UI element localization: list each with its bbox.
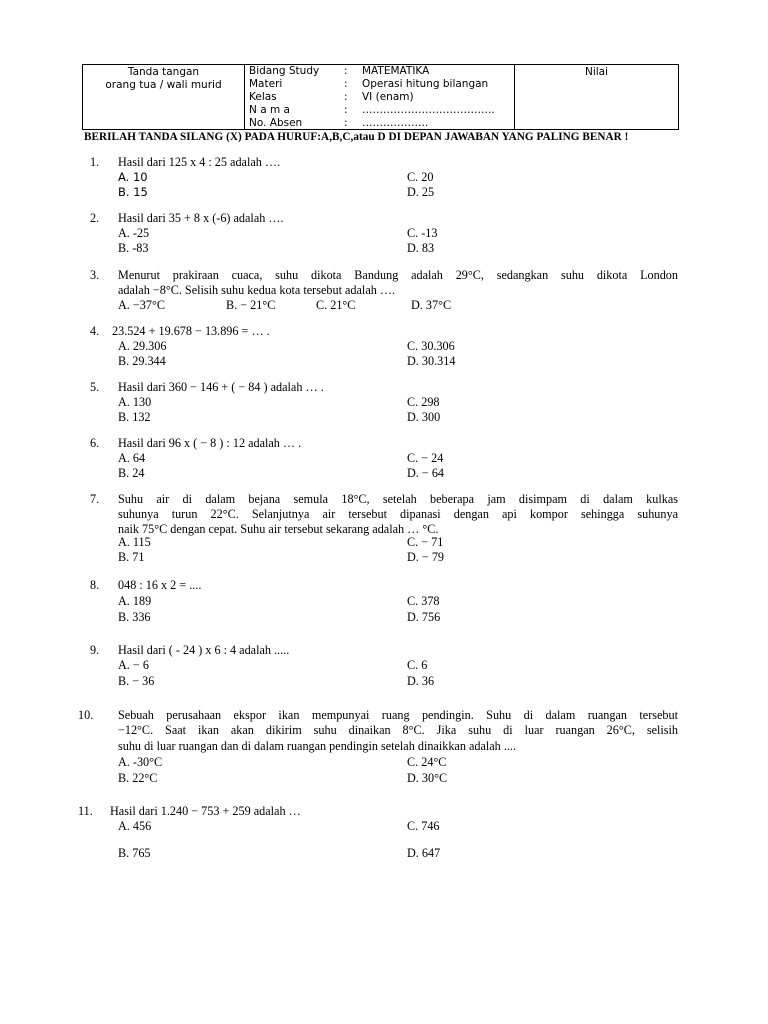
question-number: 5. bbox=[90, 380, 100, 394]
instruction-text: BERILAH TANDA SILANG (X) PADA HURUF:A,B,C,atau D DI DEPAN JAWABAN YANG PALING BENAR ! bbox=[84, 131, 629, 143]
option-c[interactable]: C. 6 bbox=[407, 658, 428, 672]
option-b[interactable]: B. 132 bbox=[118, 410, 151, 424]
option-d[interactable]: D. 300 bbox=[407, 410, 441, 424]
question-number: 11. bbox=[78, 804, 93, 818]
option-a[interactable]: A. 456 bbox=[118, 819, 152, 833]
question-text: Suhu air di dalam bejana semula 18°C, setelah beberapa jam disimpam di dalam kulkas bbox=[118, 492, 678, 506]
question-number: 1. bbox=[90, 155, 100, 169]
question-text: Hasil dari 125 x 4 : 25 adalah …. bbox=[118, 155, 281, 169]
option-c[interactable]: C. -13 bbox=[407, 226, 438, 240]
option-a[interactable]: A. 29.306 bbox=[118, 339, 167, 353]
question-text: suhunya turun 22°C. Selanjutnya air tersebut dipanasi dengan api kompor sehingga suhunya bbox=[118, 507, 678, 521]
option-a[interactable]: A. −37°C bbox=[118, 298, 165, 312]
option-d[interactable]: D. 83 bbox=[407, 241, 435, 255]
option-b[interactable]: B. 22°C bbox=[118, 771, 158, 785]
question-number: 6. bbox=[90, 436, 100, 450]
option-a[interactable]: A. 10 bbox=[118, 170, 148, 184]
option-b[interactable]: B. 71 bbox=[118, 550, 145, 564]
question-text: Hasil dari 96 x ( − 8 ) : 12 adalah … . bbox=[118, 436, 302, 450]
question-text: Hasil dari 1.240 − 753 + 259 adalah … bbox=[110, 804, 301, 818]
question-text: Hasil dari 360 − 146 + ( − 84 ) adalah … . bbox=[118, 380, 324, 394]
question-number: 3. bbox=[90, 268, 100, 282]
option-b[interactable]: B. 765 bbox=[118, 846, 151, 860]
option-b[interactable]: B. − 36 bbox=[118, 674, 155, 688]
option-d[interactable]: D. 647 bbox=[407, 846, 441, 860]
question-text: 048 : 16 x 2 = .... bbox=[118, 578, 202, 592]
question-text: Sebuah perusahaan ekspor ikan mempunyai ruang pendingin. Suhu di dalam ruangan tersebut bbox=[118, 708, 678, 722]
option-a[interactable]: A. 115 bbox=[118, 535, 151, 549]
option-b[interactable]: B. − 21°C bbox=[226, 298, 276, 312]
option-a[interactable]: A. -25 bbox=[118, 226, 150, 240]
score-label: Nilai bbox=[584, 66, 609, 78]
option-a[interactable]: A. -30°C bbox=[118, 755, 163, 769]
question-number: 8. bbox=[90, 578, 100, 592]
score-cell bbox=[515, 65, 678, 130]
option-a[interactable]: A. − 6 bbox=[118, 658, 149, 672]
question-number: 2. bbox=[90, 211, 100, 225]
option-d[interactable]: D. − 79 bbox=[407, 550, 445, 564]
option-c[interactable]: C. − 24 bbox=[407, 451, 444, 465]
signature-sublabel: orang tua / wali murid bbox=[105, 79, 222, 91]
question-number: 4. bbox=[90, 324, 100, 338]
option-c[interactable]: C. 378 bbox=[407, 594, 440, 608]
question-text: Menurut prakiraan cuaca, suhu dikota Bandung adalah 29°C, sedangkan suhu dikota London bbox=[118, 268, 678, 282]
question-text: adalah −8°C. Selisih suhu kedua kota tersebut adalah …. bbox=[118, 283, 396, 297]
question-text: 23.524 + 19.678 − 13.896 = … . bbox=[112, 324, 270, 338]
question-text: −12°C. Saat ikan akan dikirim suhu dinaikan 8°C. Jika suhu di luar ruangan 26°C, selisih bbox=[118, 723, 678, 737]
option-d[interactable]: D. 756 bbox=[407, 610, 441, 624]
question-number: 7. bbox=[90, 492, 100, 506]
option-d[interactable]: D. 30.314 bbox=[407, 354, 456, 368]
question-text: naik 75°C dengan cepat. Suhu air tersebut sekarang adalah … °C. bbox=[118, 522, 439, 536]
option-b[interactable]: B. -83 bbox=[118, 241, 149, 255]
option-c[interactable]: C. 21°C bbox=[316, 298, 356, 312]
header-table bbox=[82, 64, 679, 130]
option-b[interactable]: B. 15 bbox=[118, 185, 148, 199]
question-number: 9. bbox=[90, 643, 100, 657]
option-c[interactable]: C. 24°C bbox=[407, 755, 447, 769]
option-b[interactable]: B. 336 bbox=[118, 610, 151, 624]
option-d[interactable]: D. − 64 bbox=[407, 466, 445, 480]
option-a[interactable]: A. 189 bbox=[118, 594, 152, 608]
option-c[interactable]: C. 746 bbox=[407, 819, 440, 833]
option-a[interactable]: A. 64 bbox=[118, 451, 146, 465]
signature-cell bbox=[83, 65, 245, 129]
option-d[interactable]: D. 25 bbox=[407, 185, 435, 199]
option-c[interactable]: C. 20 bbox=[407, 170, 434, 184]
option-d[interactable]: D. 30°C bbox=[407, 771, 448, 785]
question-text: Hasil dari ( - 24 ) x 6 : 4 adalah ..... bbox=[118, 643, 290, 657]
option-b[interactable]: B. 29.344 bbox=[118, 354, 166, 368]
question-text: Hasil dari 35 + 8 x (-6) adalah …. bbox=[118, 211, 284, 225]
option-d[interactable]: D. 37°C bbox=[411, 298, 452, 312]
identity-cell: Bidang Study : MATEMATIKA Materi : Operasi hitung bilangan Kelas : VI (enam) N a m a : ……………………………….. No. Absen : ………………. bbox=[245, 65, 515, 129]
option-b[interactable]: B. 24 bbox=[118, 466, 145, 480]
question-number: 10. bbox=[78, 708, 94, 722]
question-text: suhu di luar ruangan dan di dalam ruangan pendingin setelah dinaikkan adalah .... bbox=[118, 739, 517, 753]
option-c[interactable]: C. 298 bbox=[407, 395, 440, 409]
option-a[interactable]: A. 130 bbox=[118, 395, 152, 409]
option-d[interactable]: D. 36 bbox=[407, 674, 435, 688]
signature-label: Tanda tangan bbox=[127, 66, 200, 78]
option-c[interactable]: C. − 71 bbox=[407, 535, 444, 549]
option-c[interactable]: C. 30.306 bbox=[407, 339, 455, 353]
